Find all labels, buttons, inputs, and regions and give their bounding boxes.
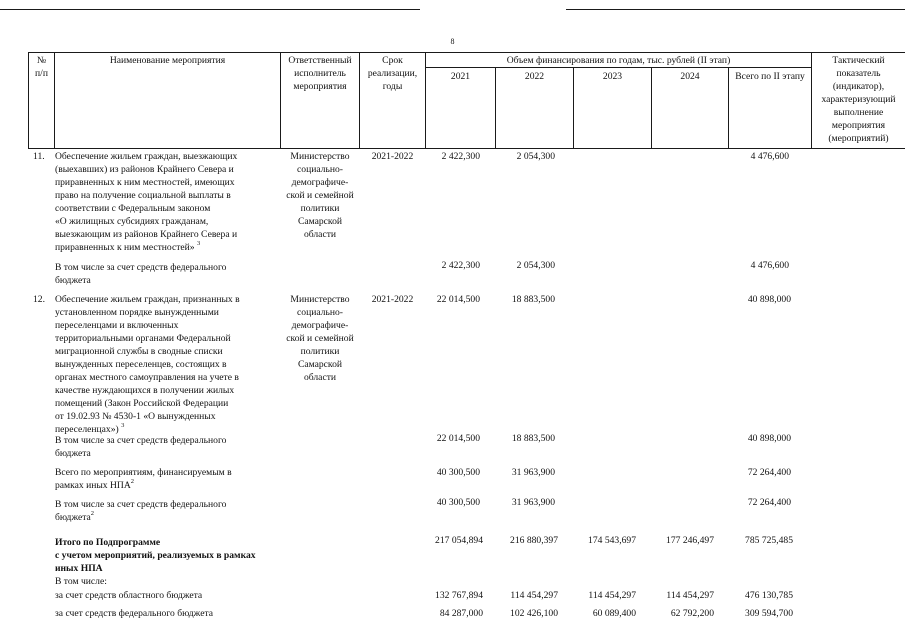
row-number: 11. [33, 151, 45, 162]
row-name: Итого по Подпрограмме с учетом мероприятий, реализуемых в рамках иных НПА [55, 537, 256, 574]
row-value-2022: 31 963,900 [511, 497, 555, 508]
row-value-2022: 18 883,500 [511, 294, 555, 305]
row-value-2022: 18 883,500 [511, 433, 555, 444]
row-value-2021: 217 054,894 [435, 535, 483, 546]
row-value-2022: 216 880,397 [510, 535, 558, 546]
header-year-2021: 2021 [450, 71, 471, 82]
row-term: 2021-2022 [371, 294, 414, 305]
row-value-total: 4 476,600 [750, 151, 789, 162]
row-value-2022: 31 963,900 [511, 467, 555, 478]
row-value-2024: 177 246,497 [666, 535, 714, 546]
row-value-2021: 40 300,500 [436, 467, 480, 478]
row-value-total: 476 130,785 [745, 590, 793, 601]
row-name: Всего по мероприятиям, финансируемым в рамках иных НПА$^2$ [55, 467, 232, 491]
header-responsible: Ответственный исполнитель мероприятия [288, 55, 352, 92]
row-value-total: 72 264,400 [747, 467, 791, 478]
row-name: за счет средств областного бюджета [55, 590, 203, 601]
row-value-2021: 22 014,500 [436, 433, 480, 444]
row-value-2023: 114 454,297 [588, 590, 636, 601]
row-name: Обеспечение жильем граждан, выезжающих (выехавших) из районов Крайнего Севера и приравненных к ним местностей, имеющих право на получение социальной выплаты в соответствии с Федеральным законом «О жилищных субсидиях гражданам, выезжающим из районов Крайнего Севера и приравненных к ним местностей» $^3$ [55, 151, 238, 253]
row-name: В том числе за счет средств федерального бюджета [55, 262, 227, 286]
row-responsible: Министерство социально- демографиче- ской и семейной политики Самарской области [286, 151, 354, 240]
including-label: В том числе: [55, 576, 107, 587]
row-value-2021: 2 422,300 [441, 260, 480, 271]
row-value-2024: 114 454,297 [666, 590, 714, 601]
row-name: за счет средств федерального бюджета [55, 608, 214, 619]
top-rule-left [0, 9, 420, 10]
row-value-2021: 40 300,500 [436, 497, 480, 508]
row-value-2022: 102 426,100 [510, 608, 558, 619]
header-financing: Объем финансирования по годам, тыс. рублей (II этап) [506, 55, 731, 66]
row-value-total: 309 594,700 [745, 608, 793, 619]
row-value-2022: 2 054,300 [516, 151, 555, 162]
row-name: В том числе за счет средств федерального бюджета$^2$ [55, 499, 227, 523]
row-value-total: 4 476,600 [750, 260, 789, 271]
header-year-2023: 2023 [602, 71, 623, 82]
row-number: 12. [33, 294, 45, 305]
row-value-2024: 62 792,200 [670, 608, 714, 619]
page-number: 8 [450, 37, 455, 46]
header-indicator: Тактический показатель (индикатор), характеризующий выполнение мероприятия (мероприятий) [821, 55, 896, 144]
row-value-2021: 22 014,500 [436, 294, 480, 305]
header-year-2022: 2022 [524, 71, 545, 82]
row-value-2021: 2 422,300 [441, 151, 480, 162]
row-name: В том числе за счет средств федерального бюджета [55, 435, 227, 459]
row-name: Обеспечение жильем граждан, признанных в установленном порядке вынужденными переселенцами и включенных территориальными органами Федеральной миграционной службы в сводные списки вынужденных переселенцев, состоящих в органах местного самоуправления на учете в качестве нуждающихся в получении жилых помещений (Закон Российской Федерации от 19.02.93 № 4530-1 «О вынужденных переселенцах») $^3$ [55, 294, 240, 435]
row-value-total: 72 264,400 [747, 497, 791, 508]
header-year-2024: 2024 [680, 71, 700, 82]
row-value-total: 40 898,000 [747, 433, 791, 444]
row-value-2021: 84 287,000 [439, 608, 483, 619]
header-num: № п/п [35, 55, 48, 79]
row-value-total: 785 725,485 [745, 535, 793, 546]
row-value-2022: 2 054,300 [516, 260, 555, 271]
header-name: Наименование мероприятия [109, 55, 226, 66]
row-responsible: Министерство социально- демографиче- ской и семейной политики Самарской области [286, 294, 354, 383]
row-term: 2021-2022 [371, 151, 414, 162]
row-value-2023: 60 089,400 [592, 608, 636, 619]
row-value-2022: 114 454,297 [510, 590, 558, 601]
top-rule-right [566, 9, 905, 10]
row-value-total: 40 898,000 [747, 294, 791, 305]
header-term: Срок реализации, годы [367, 55, 418, 92]
row-value-2023: 174 543,697 [588, 535, 636, 546]
row-value-2021: 132 767,894 [435, 590, 483, 601]
header-total: Всего по II этапу [735, 71, 805, 82]
